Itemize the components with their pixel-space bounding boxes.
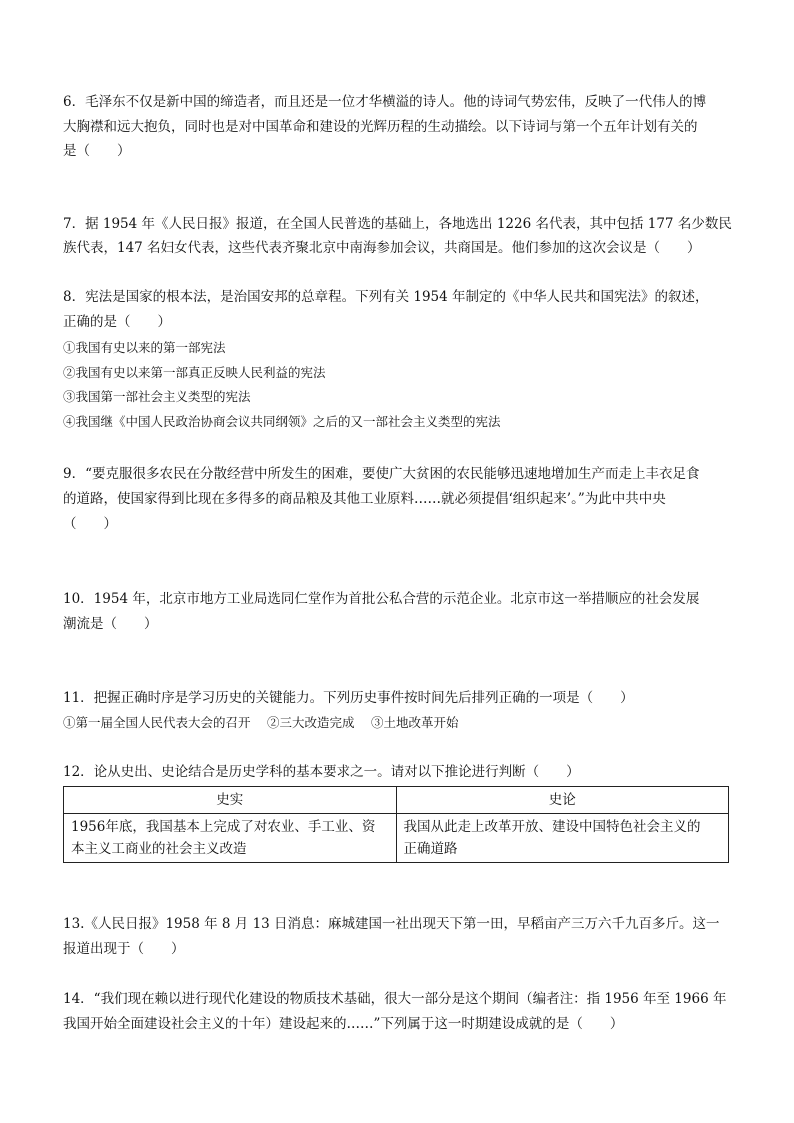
fact-line-2: 本主义工商业的社会主义改造 [71, 841, 247, 857]
table-header-thesis: 史论 [396, 787, 729, 814]
q11-stem-line-1: 11．把握正确时序是学习历史的关键能力。下列历史事件按时间先后排列正确的一项是（ ） [63, 690, 634, 706]
q8-item-3: ③我国第一部社会主义类型的宪法 [63, 389, 251, 404]
q6-stem-line-1: 6．毛泽东不仅是新中国的缔造者，而且还是一位才华横溢的诗人。他的诗词气势宏伟，反映了一代伟人的博 [63, 94, 707, 110]
q10-stem-line-2: 潮流是（ ） [63, 616, 158, 632]
table-cell-thesis [396, 814, 729, 863]
thesis-line-1: 我国从此走上改革开放、建设中国特色社会主义的 [403, 819, 701, 835]
q11-items: ①第一届全国人民代表大会的召开 ②三大改造完成 ③土地改革开始 [63, 715, 459, 730]
q8-item-2: ②我国有史以来第一部真正反映人民利益的宪法 [63, 365, 326, 380]
table-header-row [64, 787, 729, 814]
q14-stem-line-1: 14．“我们现在赖以进行现代化建设的物质技术基础，很大一部分是这个期间（编者注：指 1956 年至 1966 年 [63, 991, 727, 1007]
table-cell-fact [64, 814, 397, 863]
q8-stem-line-2: 正确的是（ ） [63, 314, 171, 330]
q9-stem-line-1: 9．“要克服很多农民在分散经营中所发生的困难，要使广大贫困的农民能够迅速地增加生产而走上丰衣足食 [63, 466, 700, 482]
q7-stem-line-1: 7．据 1954 年《人民日报》报道，在全国人民普选的基础上，各地选出 1226 名代表，其中包括 177 名少数民 [63, 216, 732, 232]
q12-fact-thesis-table [63, 786, 729, 863]
q9-stem-line-3: （ ） [63, 516, 117, 532]
q12-stem-line-1: 12．论从史出、史论结合是历史学科的基本要求之一。请对以下推论进行判断（ ） [63, 764, 580, 780]
q6-stem-line-3: 是（ ） [63, 143, 131, 159]
q7-stem-line-2: 族代表，147 名妇女代表，这些代表齐聚北京中南海参加会议，共商国是。他们参加的这次会议是（ ） [63, 240, 701, 256]
table-header-fact: 史实 [64, 787, 397, 814]
q8-stem-line-1: 8．宪法是国家的根本法，是治国安邦的总章程。下列有关 1954 年制定的《中华人民共和国宪法》的叙述， [63, 289, 709, 305]
q8-item-4: ④我国继《中国人民政治协商会议共同纲领》之后的又一部社会主义类型的宪法 [63, 414, 501, 429]
table-row [64, 814, 729, 863]
fact-line-1: 1956年底，我国基本上完成了对农业、手工业、资 [71, 819, 376, 835]
q13-stem-line-2: 报道出现于（ ） [63, 941, 185, 957]
q14-stem-line-2: 我国开始全面建设社会主义的十年）建设起来的……”下列属于这一时期建设成就的是（ ） [63, 1016, 624, 1032]
q8-item-1: ①我国有史以来的第一部宪法 [63, 340, 226, 355]
q6-stem-line-2: 大胸襟和远大抱负，同时也是对中国革命和建设的光辉历程的生动描绘。以下诗词与第一个五年计划有关的 [63, 119, 698, 135]
q9-stem-line-2: 的道路，使国家得到比现在多得多的商品粮及其他工业原料……就必须提倡‘组织起来’。”为此中共中央 [63, 491, 666, 507]
thesis-line-2: 正确道路 [403, 841, 458, 857]
q10-stem-line-1: 10．1954 年，北京市地方工业局选同仁堂作为首批公私合营的示范企业。北京市这一举措顺应的社会发展 [63, 591, 700, 607]
q13-stem-line-1: 13.《人民日报》1958 年 8 月 13 日消息：麻城建国一社出现天下第一田，早稻亩产三万六千九百多斤。这一 [63, 916, 720, 932]
